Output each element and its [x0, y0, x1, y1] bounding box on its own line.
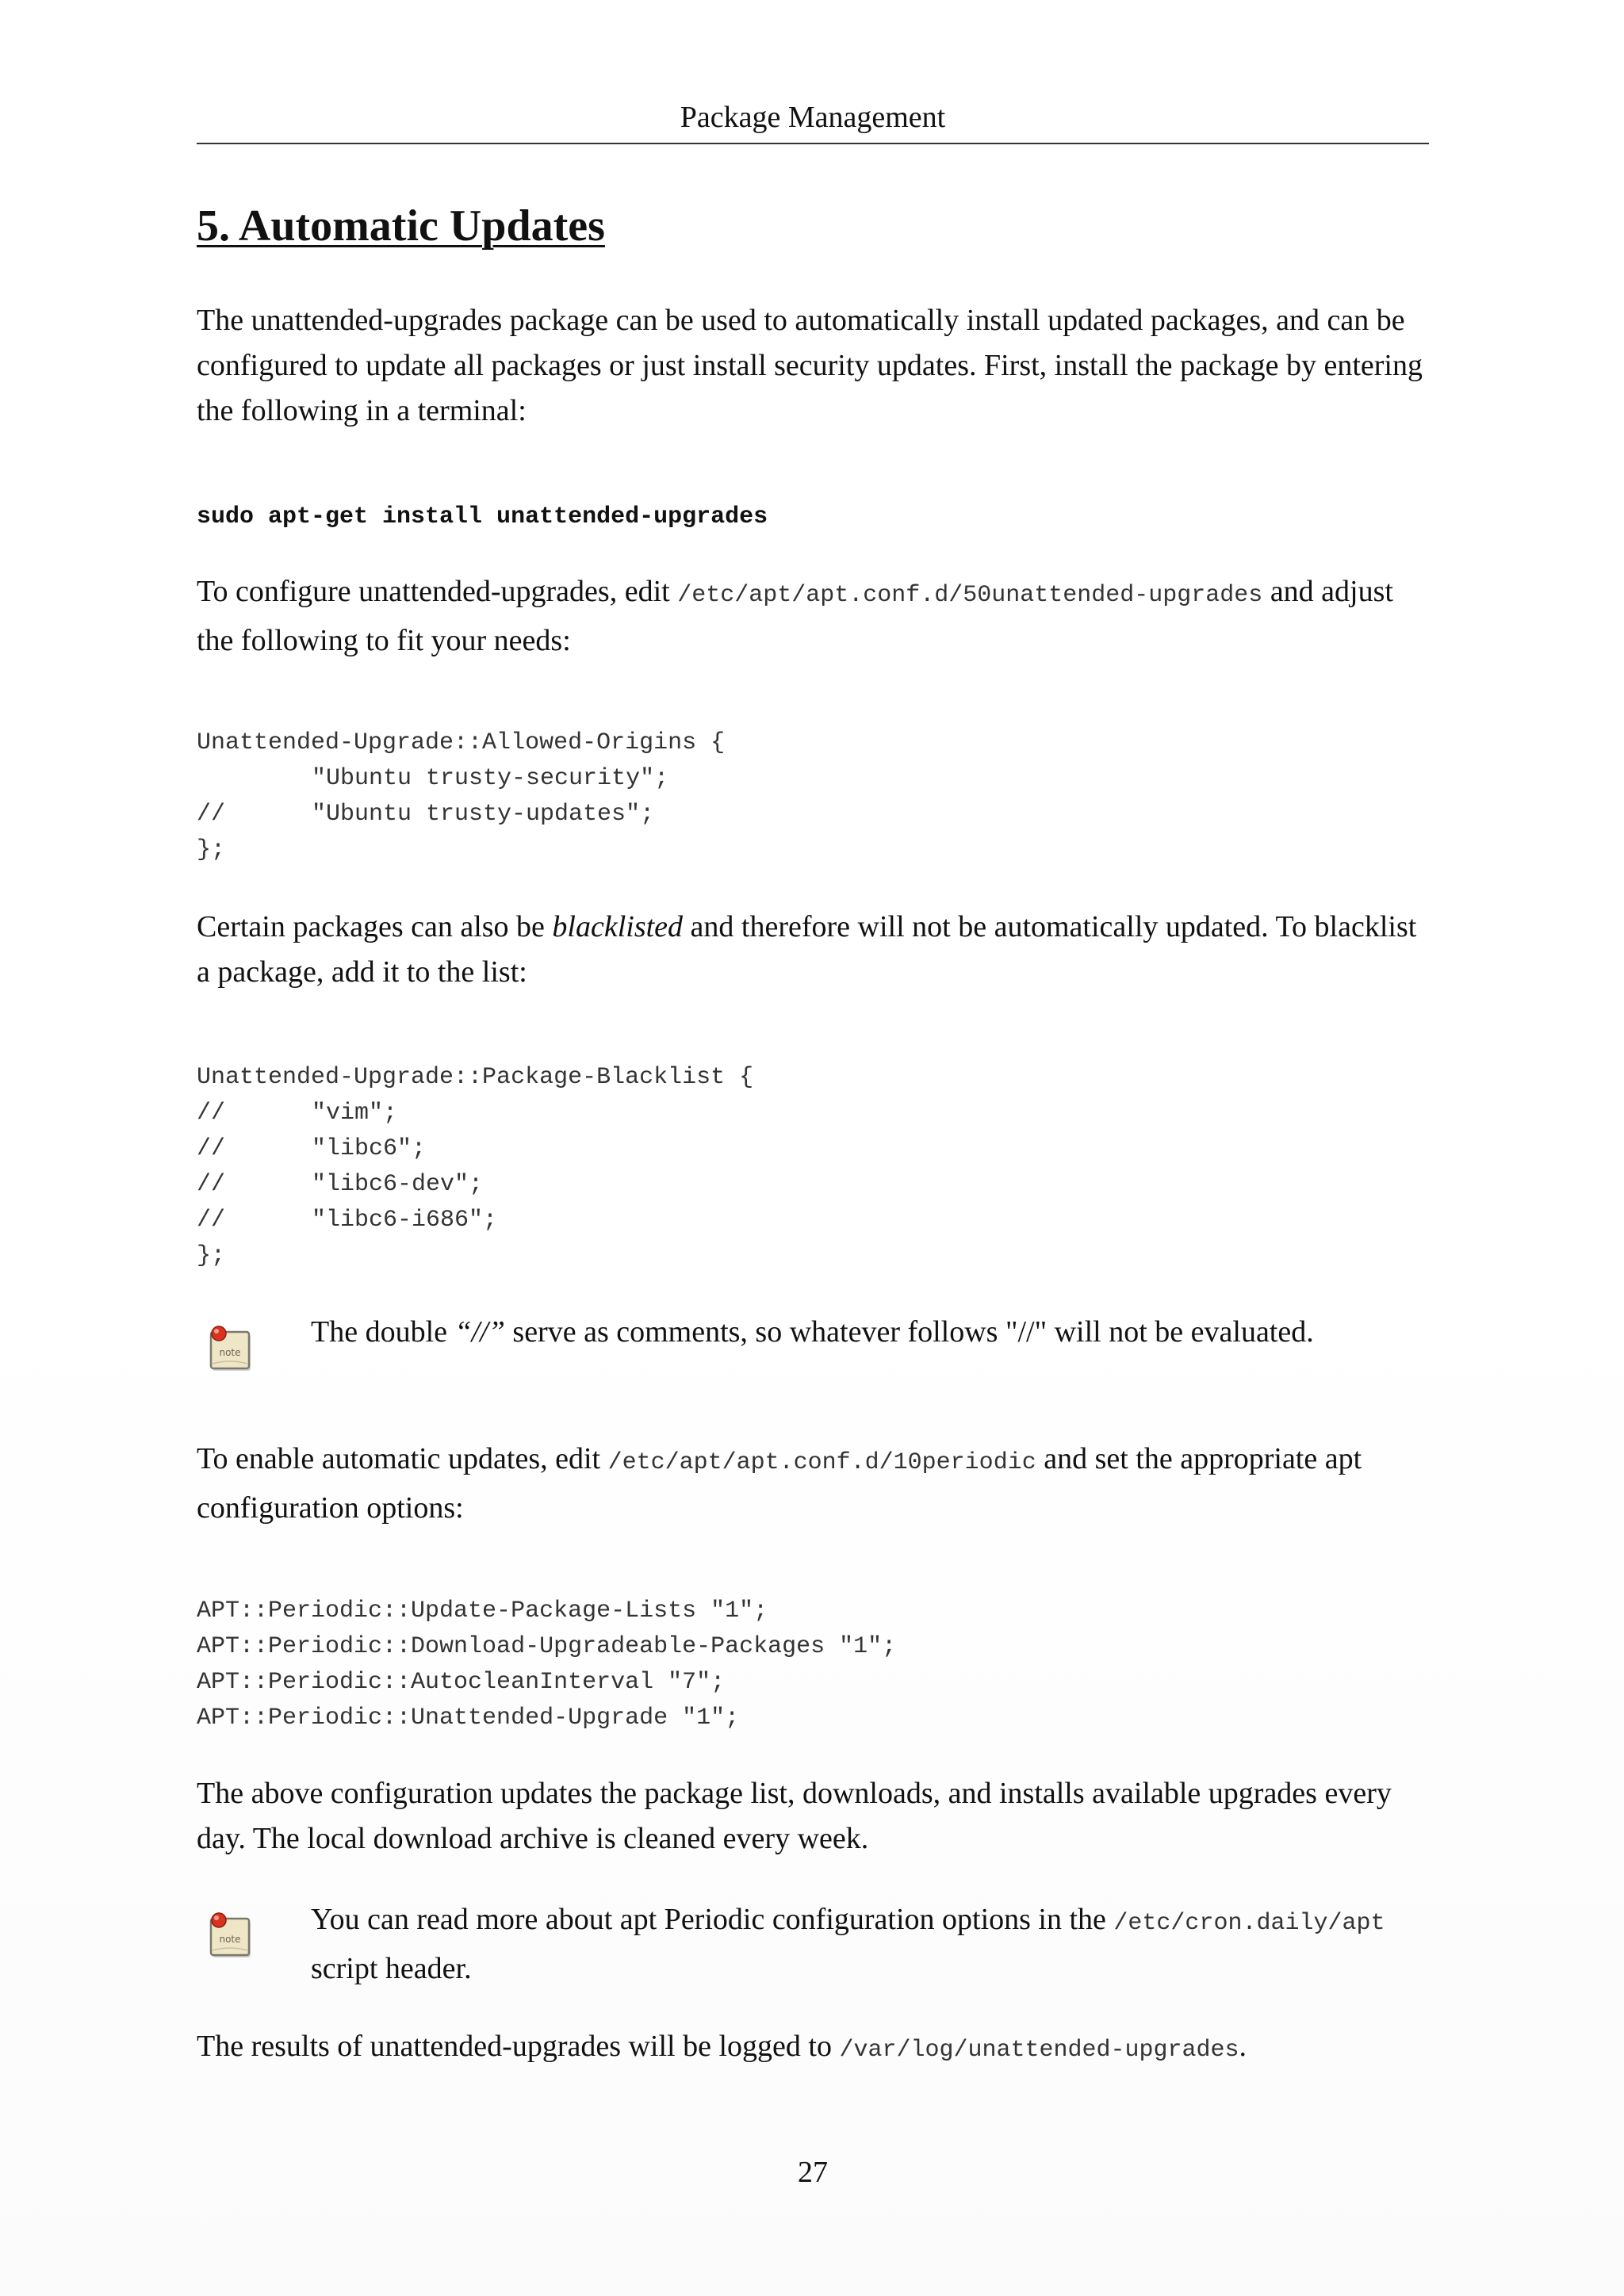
code-line	[197, 1131, 1307, 1167]
package-blacklist-code	[197, 1060, 1307, 1274]
note-cron-text	[311, 1897, 1437, 1992]
note-emphasis: “//”	[454, 1315, 505, 1349]
blacklist-paragraph	[197, 905, 1429, 995]
results-suffix: .	[1239, 2030, 1247, 2063]
section-title: 5. Automatic Updates	[197, 201, 605, 251]
note-icon	[205, 1911, 255, 1961]
configure-prefix: To configure unattended-upgrades, edit	[197, 575, 678, 608]
svg-text:note: note	[219, 1347, 241, 1358]
results-prefix: The results of unattended-upgrades will be logged to	[197, 2030, 840, 2063]
code-text: };	[197, 836, 226, 863]
note-prefix: The double	[311, 1315, 455, 1349]
note-comments-text	[311, 1310, 1437, 1355]
configure-paragraph	[197, 569, 1429, 664]
code-line	[197, 1060, 1307, 1096]
comment-marker: //	[197, 1171, 226, 1198]
header-rule	[197, 143, 1429, 144]
configure-suffix: and adjust the following to fit your needs:	[197, 575, 1393, 657]
code-text: "libc6-i686";	[312, 1207, 498, 1234]
intro-paragraph: The unattended-upgrades package can be used to automatically install updated packages, and can be configured to update all packages or just install security updates. First, install the package by entering the following in a terminal:	[197, 304, 1423, 427]
enable-paragraph	[197, 1437, 1429, 1531]
note-prefix: You can read more about apt Periodic configuration options in the	[311, 1903, 1114, 1936]
code-line: APT::Periodic::Update-Package-Lists "1";	[197, 1598, 768, 1624]
explanation-paragraph: The above configuration updates the package list, downloads, and installs available upgrades every day. The local download archive is cleaned every week.	[197, 1777, 1392, 1855]
results-paragraph	[197, 2024, 1429, 2073]
code-text: "Ubuntu trusty-security";	[312, 765, 669, 792]
code-line	[197, 832, 1307, 868]
code-text: };	[197, 1242, 226, 1269]
comment-marker: //	[197, 1207, 226, 1234]
comment-marker: //	[197, 1135, 226, 1162]
log-file-path: /var/log/unattended-upgrades	[839, 2037, 1239, 2064]
code-text: Unattended-Upgrade::Package-Blacklist {	[197, 1064, 754, 1091]
periodic-config-code	[197, 1594, 1307, 1736]
blacklisted-emphasis: blacklisted	[552, 910, 684, 943]
code-line	[197, 1238, 1307, 1274]
code-text: "vim";	[312, 1100, 398, 1127]
code-text: "Ubuntu trusty-updates";	[312, 801, 655, 828]
code-line	[197, 797, 1307, 832]
blacklist-suffix: and therefore will not be automatically updated. To blacklist a package, add it to the list:	[197, 910, 1417, 989]
code-line: APT::Periodic::Unattended-Upgrade "1";	[197, 1705, 740, 1732]
comment-marker: //	[197, 1100, 226, 1127]
code-text: "libc6";	[312, 1135, 427, 1162]
blacklist-prefix: Certain packages can also be	[197, 910, 553, 943]
code-line	[197, 1203, 1307, 1238]
code-text: "libc6-dev";	[312, 1171, 484, 1198]
enable-prefix: To enable automatic updates, edit	[197, 1442, 608, 1475]
enable-suffix: and set the appropriate apt configuration options:	[197, 1442, 1362, 1525]
code-line: APT::Periodic::AutocleanInterval "7";	[197, 1669, 726, 1696]
code-line	[197, 761, 1307, 797]
code-line	[197, 725, 1307, 761]
install-command: sudo apt-get install unattended-upgrades	[197, 503, 768, 530]
svg-text:note: note	[219, 1934, 241, 1945]
code-text: Unattended-Upgrade::Allowed-Origins {	[197, 729, 726, 756]
note-icon	[205, 1324, 255, 1375]
allowed-origins-code	[197, 725, 1307, 868]
comment-marker: //	[197, 801, 226, 828]
page-number: 27	[798, 2156, 828, 2189]
config-file-path: /etc/apt/apt.conf.d/50unattended-upgrades	[677, 582, 1263, 609]
note-suffix: serve as comments, so whatever follows "//" will not be evaluated.	[504, 1315, 1314, 1349]
periodic-file-path: /etc/apt/apt.conf.d/10periodic	[607, 1449, 1036, 1476]
cron-file-path: /etc/cron.daily/apt	[1113, 1910, 1385, 1937]
code-line	[197, 1096, 1307, 1131]
note-suffix: script header.	[311, 1952, 472, 1985]
code-line: APT::Periodic::Download-Upgradeable-Packages "1";	[197, 1633, 897, 1660]
running-header: Package Management	[680, 101, 946, 134]
code-line	[197, 1167, 1307, 1203]
